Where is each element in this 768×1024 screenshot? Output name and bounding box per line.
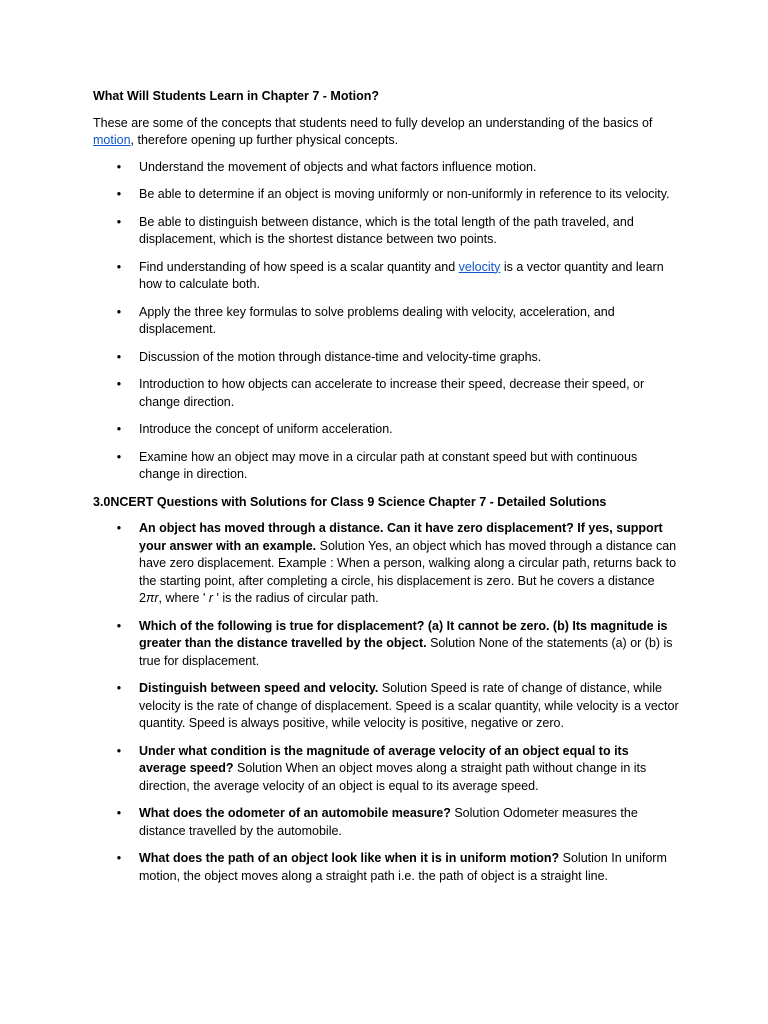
bullet-icon: • [116,422,122,436]
list-item [93,259,679,294]
document-body [93,88,679,895]
bullet-icon: • [116,159,122,174]
bullet-icon: • [116,618,122,633]
list-item-text: Be able to determine if an object is moving uniformly or non-uniformly in reference to its velocity. [139,187,670,201]
qa-item [93,743,679,796]
list-item-text: Discussion of the motion through distance-time and velocity-time graphs. [139,349,542,364]
list-item [93,304,679,339]
bullet-icon: • [116,377,122,391]
list-item [93,159,679,177]
bullet-icon: • [116,349,122,364]
question-text: What does the odometer of an automobile measure? [139,806,451,820]
question-text: An object has moved through a distance. Can it have zero displacement? If yes, support your answer with an example. [139,521,663,553]
question-text: Which of the following is true for displacement? (a) It cannot be zero. (b) Its magnitude is greater than the distance travelled by the object. [139,618,668,650]
list-item-text: Be able to distinguish between distance, which is the total length of the path traveled, and displacement, which is the shortest distance between two points. [139,214,634,246]
answer-text-mid: , where ' [158,591,209,605]
bullet-icon: • [116,681,122,695]
qa-item [93,850,679,885]
velocity-link[interactable]: velocity [458,259,501,274]
list-item-text: Introduction to how objects can accelerate to increase their speed, decrease their speed, or change direction. [139,377,645,409]
learning-list [93,159,679,484]
list-item [93,376,679,411]
qa-list [93,520,679,885]
question-text: Distinguish between speed and velocity. [139,681,379,695]
answer-text: Solution Odometer measures the distance travelled by the automobile. [139,806,638,838]
bullet-icon: • [116,214,122,229]
answer-text: Solution In uniform motion, the object moves along a straight path i.e. the path of object is a straight line. [139,851,667,883]
answer-text: Solution Yes, an object which has moved through a distance can have zero displacement. Example : When a person, walking along a circular path, returns back to the starting point, after completing a circle, his displacement is zero. But he covers a distance 2 [139,538,677,605]
list-item [93,214,679,249]
intro-text: These are some of the concepts that students need to fully develop an understanding of the basics of [93,115,653,130]
list-item-text-end: is a vector quantity and learn how to calculate both. [139,259,664,291]
list-item-text: Introduce the concept of uniform acceleration. [139,422,393,436]
bullet-icon: • [116,259,122,274]
list-item-text: Examine how an object may move in a circular path at constant speed but with continuous change in direction. [139,449,638,481]
answer-formula: πr [145,591,159,605]
list-item [93,186,679,204]
list-item [93,449,679,484]
qa-item [93,805,679,840]
qa-item [93,680,679,733]
answer-variable: r [208,591,213,605]
answer-text: Solution None of the statements (a) or (b) is true for displacement. [139,636,673,668]
list-item [93,349,679,367]
answer-text: Solution Speed is rate of change of distance, while velocity is the rate of change of displacement. Speed is a scalar quantity, while velocity is a vector quantity. Speed is always positive, while velocity is positive, negative or zero. [139,681,679,730]
question-text: What does the path of an object look like when it is in uniform motion? [139,851,560,865]
intro-paragraph [93,115,679,150]
qa-item [93,520,679,608]
answer-text-end: ' is the radius of circular path. [213,591,379,605]
bullet-icon: • [116,187,122,201]
list-item-text: Understand the movement of objects and what factors influence motion. [139,159,537,174]
section-heading-learn: What Will Students Learn in Chapter 7 - Motion? [93,89,379,103]
bullet-icon: • [116,851,122,865]
qa-item [93,618,679,671]
section-heading-ncert: 3.0NCERT Questions with Solutions for Class 9 Science Chapter 7 - Detailed Solutions [93,494,607,509]
intro-text-end: , therefore opening up further physical concepts. [130,133,399,147]
list-item-text: Apply the three key formulas to solve problems dealing with velocity, acceleration, and displacement. [139,304,615,336]
bullet-icon: • [116,806,122,820]
list-item-text: Find understanding of how speed is a scalar quantity and [139,259,456,274]
bullet-icon: • [116,449,122,464]
list-item [93,421,679,439]
motion-link[interactable]: motion [93,133,131,147]
bullet-icon: • [116,521,122,535]
question-text: Under what condition is the magnitude of average velocity of an object equal to its average speed? [139,743,629,775]
answer-text: Solution When an object moves along a straight path without change in its direction, the average velocity of an object is equal to its average speed. [139,761,647,793]
bullet-icon: • [116,304,122,319]
bullet-icon: • [116,743,122,758]
